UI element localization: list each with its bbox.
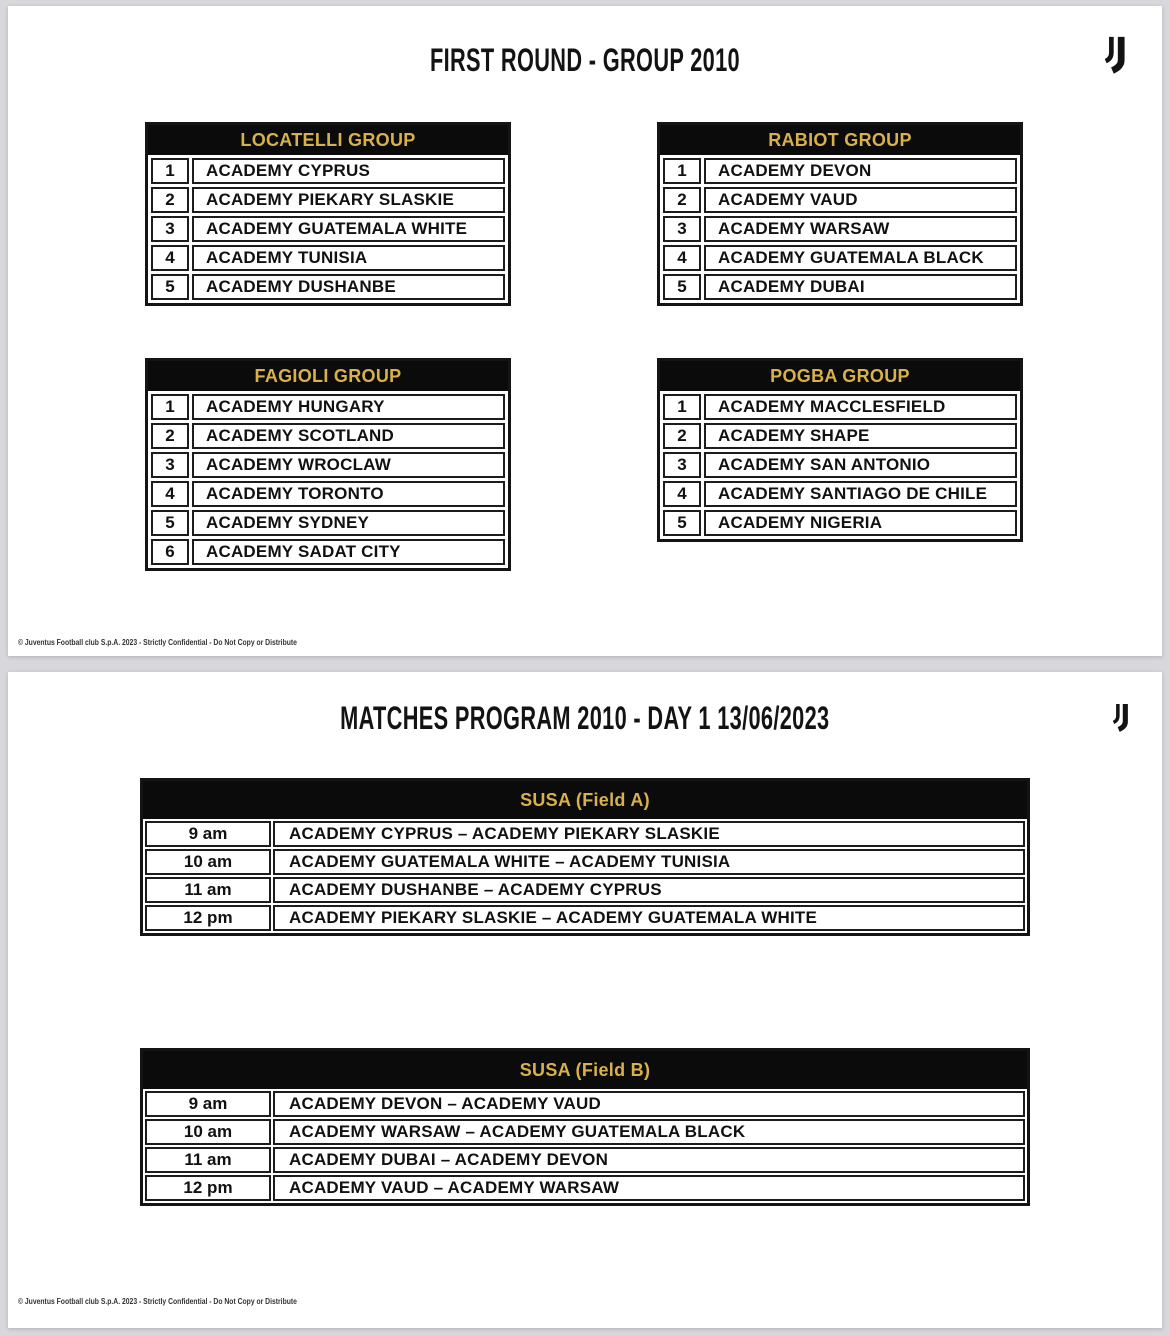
table-row bbox=[663, 216, 1017, 242]
table-row bbox=[145, 1091, 1025, 1117]
table-row bbox=[151, 158, 505, 184]
match-pairing: ACADEMY GUATEMALA WHITE – ACADEMY TUNISIA bbox=[273, 849, 1025, 875]
table-row bbox=[145, 1175, 1025, 1201]
match-pairing: ACADEMY DUSHANBE – ACADEMY CYPRUS bbox=[273, 877, 1025, 903]
table-row bbox=[663, 394, 1017, 420]
schedule-table-field-b bbox=[140, 1048, 1030, 1206]
team-name: ACADEMY VAUD bbox=[704, 187, 1017, 213]
table-row bbox=[151, 245, 505, 271]
match-time: 9 am bbox=[145, 821, 271, 847]
match-pairing: ACADEMY DUBAI – ACADEMY DEVON bbox=[273, 1147, 1025, 1173]
position-number: 2 bbox=[151, 423, 189, 449]
group-header: RABIOT GROUP bbox=[660, 125, 1020, 155]
table-row bbox=[663, 423, 1017, 449]
team-name: ACADEMY GUATEMALA WHITE bbox=[192, 216, 505, 242]
position-number: 6 bbox=[151, 539, 189, 565]
confidentiality-footer: © Juventus Football club S.p.A. 2023 - Strictly Confidential - Do Not Copy or Distribute bbox=[18, 638, 297, 647]
position-number: 5 bbox=[663, 274, 701, 300]
match-pairing: ACADEMY DEVON – ACADEMY VAUD bbox=[273, 1091, 1025, 1117]
position-number: 1 bbox=[151, 394, 189, 420]
table-row bbox=[151, 452, 505, 478]
table-row bbox=[151, 539, 505, 565]
table-row bbox=[663, 158, 1017, 184]
position-number: 4 bbox=[663, 245, 701, 271]
table-row bbox=[145, 1119, 1025, 1145]
table-row bbox=[145, 1147, 1025, 1173]
position-number: 5 bbox=[151, 510, 189, 536]
page-matches-program bbox=[8, 672, 1162, 1328]
schedule-match-list bbox=[143, 1089, 1027, 1203]
team-name: ACADEMY SCOTLAND bbox=[192, 423, 505, 449]
table-row bbox=[663, 510, 1017, 536]
table-row bbox=[145, 877, 1025, 903]
position-number: 1 bbox=[151, 158, 189, 184]
group-header: FAGIOLI GROUP bbox=[148, 361, 508, 391]
team-name: ACADEMY CYPRUS bbox=[192, 158, 505, 184]
team-name: ACADEMY DUBAI bbox=[704, 274, 1017, 300]
page-title bbox=[8, 700, 1162, 737]
position-number: 3 bbox=[663, 216, 701, 242]
match-pairing: ACADEMY PIEKARY SLASKIE – ACADEMY GUATEMALA WHITE bbox=[273, 905, 1025, 931]
page-title-text: FIRST ROUND - GROUP 2010 bbox=[429, 42, 741, 78]
table-row bbox=[151, 274, 505, 300]
table-row bbox=[145, 849, 1025, 875]
match-pairing: ACADEMY CYPRUS – ACADEMY PIEKARY SLASKIE bbox=[273, 821, 1025, 847]
team-name: ACADEMY SANTIAGO DE CHILE bbox=[704, 481, 1017, 507]
team-name: ACADEMY TUNISIA bbox=[192, 245, 505, 271]
group-team-list bbox=[660, 155, 1020, 303]
position-number: 4 bbox=[151, 245, 189, 271]
team-name: ACADEMY TORONTO bbox=[192, 481, 505, 507]
match-time: 11 am bbox=[145, 877, 271, 903]
schedule-table-field-a bbox=[140, 778, 1030, 936]
position-number: 5 bbox=[663, 510, 701, 536]
team-name: ACADEMY WROCLAW bbox=[192, 452, 505, 478]
team-name: ACADEMY SYDNEY bbox=[192, 510, 505, 536]
group-header: POGBA GROUP bbox=[660, 361, 1020, 391]
group-table-rabiot bbox=[657, 122, 1023, 306]
match-time: 10 am bbox=[145, 849, 271, 875]
table-row bbox=[663, 274, 1017, 300]
match-time: 11 am bbox=[145, 1147, 271, 1173]
team-name: ACADEMY DEVON bbox=[704, 158, 1017, 184]
position-number: 2 bbox=[151, 187, 189, 213]
position-number: 4 bbox=[151, 481, 189, 507]
schedule-header: SUSA (Field A) bbox=[143, 781, 1027, 819]
team-name: ACADEMY SHAPE bbox=[704, 423, 1017, 449]
group-table-fagioli bbox=[145, 358, 511, 571]
table-row bbox=[151, 216, 505, 242]
team-name: ACADEMY NIGERIA bbox=[704, 510, 1017, 536]
position-number: 2 bbox=[663, 187, 701, 213]
schedule-header: SUSA (Field B) bbox=[143, 1051, 1027, 1089]
group-team-list bbox=[660, 391, 1020, 539]
table-row bbox=[663, 245, 1017, 271]
team-name: ACADEMY SADAT CITY bbox=[192, 539, 505, 565]
team-name: ACADEMY SAN ANTONIO bbox=[704, 452, 1017, 478]
team-name: ACADEMY DUSHANBE bbox=[192, 274, 505, 300]
position-number: 3 bbox=[663, 452, 701, 478]
page-title-text: MATCHES PROGRAM 2010 - DAY 1 13/06/2023 bbox=[340, 700, 830, 736]
juventus-logo-icon bbox=[1110, 702, 1132, 735]
group-table-pogba bbox=[657, 358, 1023, 542]
position-number: 3 bbox=[151, 452, 189, 478]
position-number: 1 bbox=[663, 158, 701, 184]
team-name: ACADEMY MACCLESFIELD bbox=[704, 394, 1017, 420]
position-number: 2 bbox=[663, 423, 701, 449]
table-row bbox=[145, 905, 1025, 931]
team-name: ACADEMY HUNGARY bbox=[192, 394, 505, 420]
match-time: 9 am bbox=[145, 1091, 271, 1117]
position-number: 5 bbox=[151, 274, 189, 300]
group-team-list bbox=[148, 391, 508, 568]
confidentiality-footer: © Juventus Football club S.p.A. 2023 - Strictly Confidential - Do Not Copy or Distribute bbox=[18, 1297, 297, 1306]
position-number: 3 bbox=[151, 216, 189, 242]
group-table-locatelli bbox=[145, 122, 511, 306]
position-number: 4 bbox=[663, 481, 701, 507]
table-row bbox=[151, 423, 505, 449]
table-row bbox=[663, 481, 1017, 507]
team-name: ACADEMY GUATEMALA BLACK bbox=[704, 245, 1017, 271]
table-row bbox=[151, 394, 505, 420]
match-time: 10 am bbox=[145, 1119, 271, 1145]
match-pairing: ACADEMY VAUD – ACADEMY WARSAW bbox=[273, 1175, 1025, 1201]
group-team-list bbox=[148, 155, 508, 303]
group-header: LOCATELLI GROUP bbox=[148, 125, 508, 155]
page-title bbox=[8, 42, 1162, 79]
table-row bbox=[145, 821, 1025, 847]
schedule-match-list bbox=[143, 819, 1027, 933]
table-row bbox=[151, 481, 505, 507]
position-number: 1 bbox=[663, 394, 701, 420]
table-row bbox=[663, 452, 1017, 478]
page-first-round bbox=[8, 6, 1162, 656]
team-name: ACADEMY PIEKARY SLASKIE bbox=[192, 187, 505, 213]
juventus-logo-icon bbox=[1101, 34, 1130, 78]
team-name: ACADEMY WARSAW bbox=[704, 216, 1017, 242]
table-row bbox=[663, 187, 1017, 213]
match-pairing: ACADEMY WARSAW – ACADEMY GUATEMALA BLACK bbox=[273, 1119, 1025, 1145]
table-row bbox=[151, 510, 505, 536]
match-time: 12 pm bbox=[145, 905, 271, 931]
table-row bbox=[151, 187, 505, 213]
match-time: 12 pm bbox=[145, 1175, 271, 1201]
